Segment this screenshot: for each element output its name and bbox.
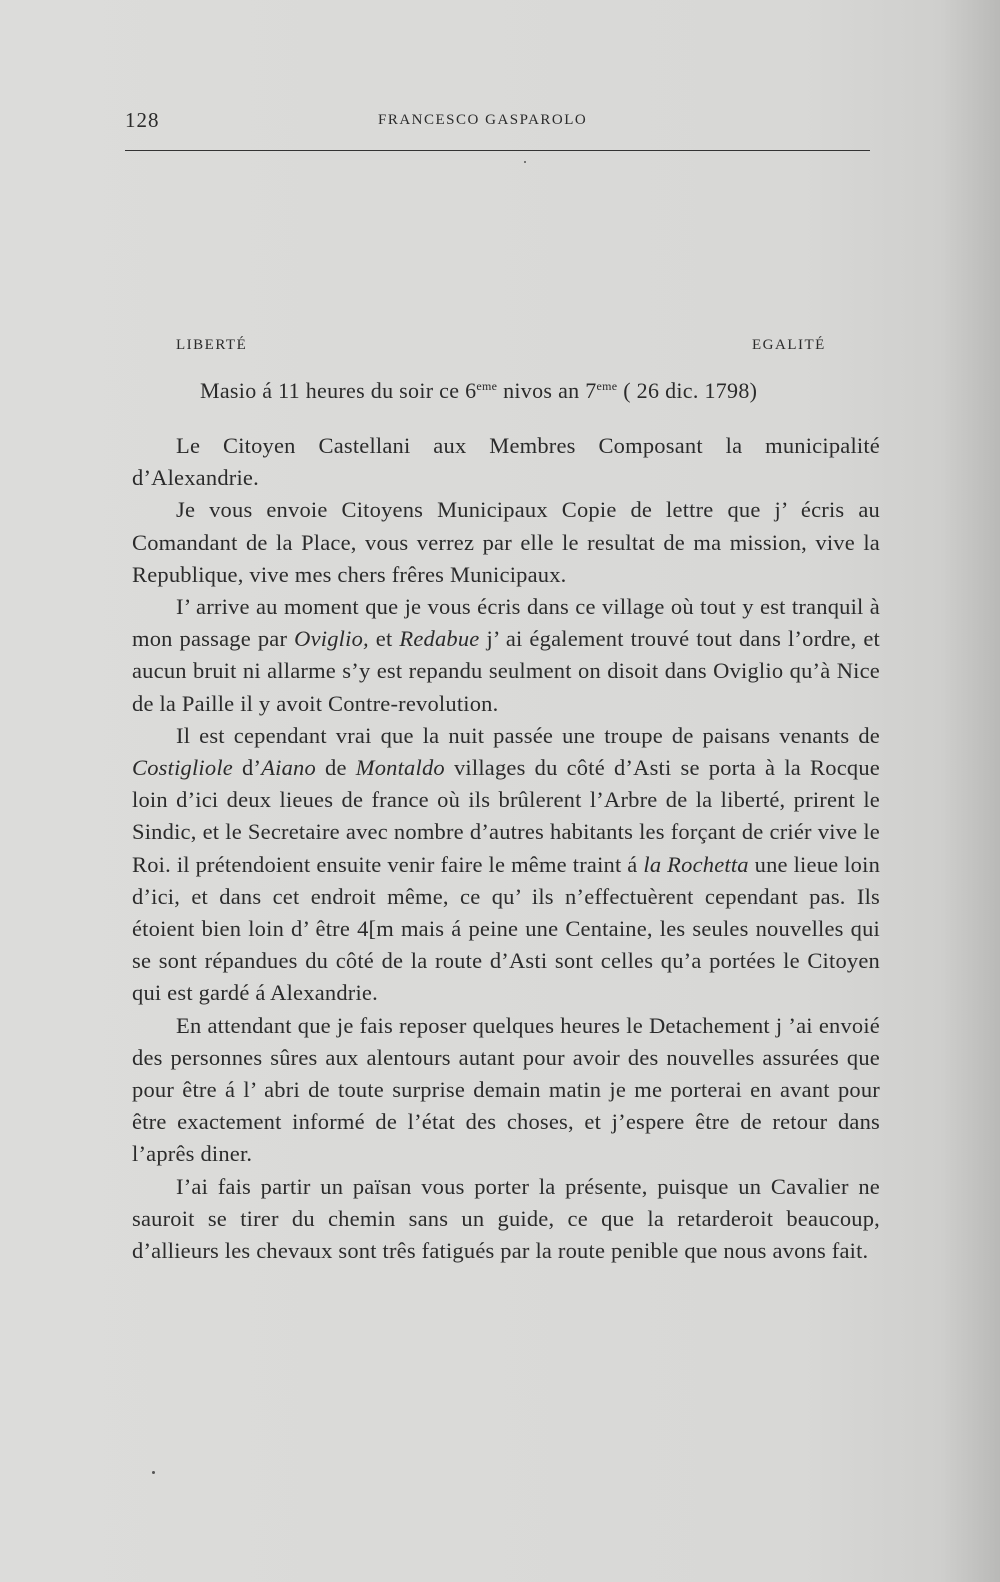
paragraph-copy: Je vous envoie Citoyens Municipaux Copie de lettre que j’ écris au Comandant de la Place, vous verrez par elle le resultat de ma mission, vive la Republique, vive mes chers frêres Municipaux.	[132, 497, 880, 587]
motto-egalite: EGALITÉ	[752, 337, 826, 353]
paragraph-detachement: En attendant que je fais reposer quelques heures le Detachement j ’ai envoié des personnes sûres aux alentours autant pour avoir des nouvelles assurées que pour être á l’ abri de toute surprise demain matin je me porterai en avant pour être exactement informé de l’état des choses, et j’espere être de retour dans l’aprês diner.	[132, 1012, 880, 1167]
letter-dateline: Masio á 11 heures du soir ce 6eme nivos an 7eme ( 26 dic. 1798)	[200, 378, 758, 403]
paragraph-paisan: I’ai fais partir un païsan vous porter la présente, puisque un Cavalier ne sauroit se tirer du chemin sans un guide, ce que la retarderoit beaucoup, d’allieurs les chevaux sont três fatigués par la route penible que nous avons fait.	[132, 1173, 880, 1264]
running-head: FRANCESCO GASPAROLO	[378, 112, 588, 128]
paragraph-arrival: I’ arrive au moment que je vous écris dans ce village où tout y est tranquil à mon passage par Oviglio, et Redabue j’ ai également trouvé tout dans l’ordre, et aucun bruit ni allarme s’y est repandu seulment on disoit dans Oviglio qu’à Nice de la Paille il y avoit Contre-revolution.	[132, 594, 880, 716]
header-rule	[125, 150, 870, 151]
letter-body	[132, 430, 880, 1267]
page-header	[125, 108, 870, 136]
motto-liberte: LIBERTÉ	[176, 337, 248, 353]
paragraph-troupe: Il est cependant vrai que la nuit passée une troupe de paisans venants de Costigliole d’Aiano de Montaldo villages du côté d’Asti se porta à la Rocque loin d’ici deux lieues de france où ils brûlerent l’Arbre de la liberté, prirent le Sindic, et le Secretaire avec nombre d’autres habitants les forçant de criér vive le Roi. il prétendoient ensuite venir faire le même traint á la Rochetta une lieue loin d’ici, et dans cet endroit même, ce qu’ ils n’effectuèrent cependant pas. Ils étoient bien loin d’ être 4[m mais á peine une Centaine, les seules nouvelles qui se sont répandues du côté de la route d’Asti sont celles qu’a portées le Citoyen qui est gardé á Alexandrie.	[132, 722, 881, 1006]
page-number: 128	[125, 108, 160, 132]
paragraph-address: Le Citoyen Castellani aux Membres Composant la municipalité d’Alexandrie.	[132, 433, 880, 491]
paper-speck	[152, 1471, 155, 1474]
paper-speck	[524, 161, 526, 163]
